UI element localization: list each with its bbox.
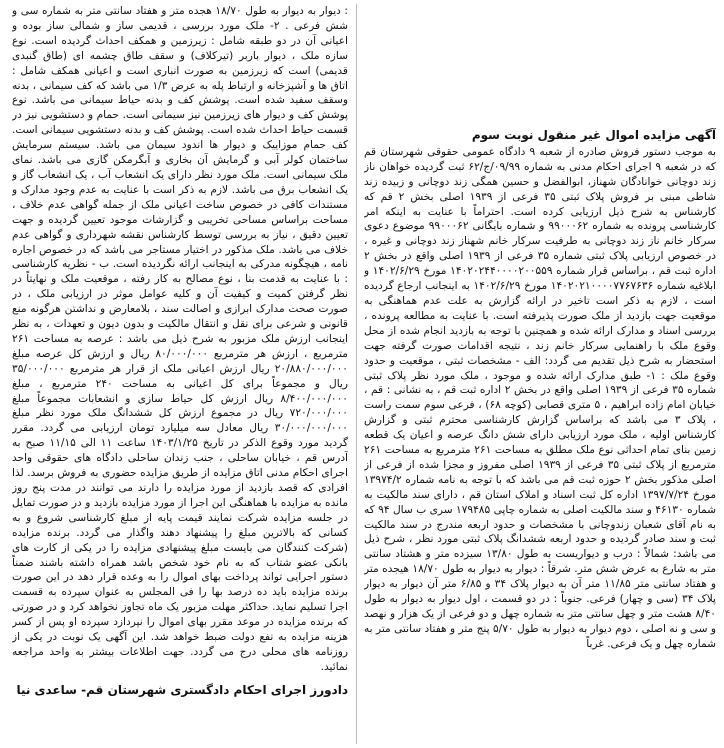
notice-body-left: : دیوار به دیوار به طول ۱۸/۷۰ هجده متر و هفتاد سانتی متر به شماره سی و شش فرعی . ۲- ملک مورد بررسی ، قدیمی ساز و شمالی ساز بوده و اعیانی آن در دو طبقه شامل : زیرزمین و همکف احداث گردیده است. نوع سازه ملک ، دیوار باربر (تیرکلاف) و سقف طاق چشمه ای (طاق گنبدی قدیمی) است که زیرزمین به صورت انباری است و اعیانی همکف شامل : اتاق ها و آشپزخانه و ارتباط پله به عرض ۱/۳ می باشد که کف سیمانی ، بدنه وسقف سفید شده است. پوشش کف و بدنه حیاط سیمانی می باشد. نوع پوشش کف و دیوار های زیرزمین نیز سیمانی است. حمام و دستشویی نیز در قسمت حیاط احداث شده است. پوشش کف و بدنه دستشویی سیمانی است. کف حمام موزاییک و دیوار ها اندود سیمان می باشد. سیستم سرمایش ساختمان کولر آبی و گرمایش آن بخاری و آبگرمکن گازی می باشد. نمای ملک سیمانی است. ملک مورد نظر دارای یک انشعاب آب ، یک انشعاب گاز و یک انشعاب برق می باشد. لازم به ذکر است با عنایت به عدم وجود مدارک و مستندات کافی در خصوص ساخت اعیانی ملک از جمله گواهی عدم خلاف ، مساحت براساس مساحی تخریبی و گزارشات موجود تعیین گردیده و جهت تعیین دقیق ، نیاز به بررسی توسط کارشناس نقشه شهرداری و گواهی عدم خلاف می باشد. ملک مذکور در اختیار مستاجر می باشد که در خصوص اجاره نامه ، هیچگونه مدرکی به اینجانب ارائه نگردیده است. ب - نظریه کارشناسی : با عنایت به قدمت بنا ، نوع مصالح به کار رفته ، موقعیت ملک و نهایتاً در نظر گرفتن کمیت و کیفیت آن و کلیه عوامل موثر در ارزیابی ملک ، در صورت صحت مدارک ابرازی و اصالت سند ، بلامعارض و نداشتن هرگونه منع قانونی و شرعی برای نقل و انتقال مالکیت و بدون دیون و تعهدات ، به نظر اینجانب ارزش ملک مزبور به شرح ذیل می باشد : عرصه به مساحت ۲۶۱ مترمربع ، ارزش هر مترمربع ۸۰/۰۰۰/۰۰۰ ریال و ارزش کل عرصه مبلغ ۲۰/۸۸۰/۰۰۰/۰۰۰ ریال ارزش اعیانی ملک از قرار هر مترمربع ۳۵/۰۰۰/۰۰۰ ریال و مجموعاً برای کل اعیانی به مساحت ۲۴۰ مترمربع ، مبلغ ۸/۴۰۰/۰۰۰/۰۰۰ ریال ارزش کل حیاط سازی و انشعابات مجموعاً مبلغ ۷۲۰/۰۰۰/۰۰۰ ریال در مجموع ارزش کل ششدانگ ملک مورد نظر مبلغ ۳۰/۰۰۰/۰۰۰/۰۰۰ ریال معادل سه میلیارد تومان ارزیابی می گردد. مقرر گردید مورد وقوع الذکر در تاریخ ۱۴۰۳/۱/۲۵ ساعت ۱۱ الی ۱۱/۱۵ صبح به آدرس قم ، خیابان ساحلی ، جنب زندان ساحلی دادگاه های حقوقی واحد اجرای احکام مدنی اتاق مزایده از طریق مزایده حضوری به فروش برسد. لذا افرادی که قصد بازدید از مورد مزایده را دارند می توانند در مدت پنج روز مانده به مزایده با هماهنگی این اجرا از مورد مزایده بازدید و در صورت تمایل در جلسه مزایده شرکت نمایند قیمت پایه از مبلغ کارشناسی شروع و به کسانی که بالاترین مبلغ را پیشنهاد دهند واگذار می گردد. برنده مزایده (شرکت کنندگان می بایست مبلغ پیشنهادی مزایده را در یکی از کارت های بانکی عضو شتاب که به نام خود شخص باشد همراه داشته باشند ضمناً دستور اجرایی تواند پرداخت بهای اموال را به وعده قرار دهد در این صورت برنده مزایده باید ده درصد بها را فی المجلس به عنوان سپرده به قسمت اجرا تسلیم نماید. حداکثر مهلت مزبور یک ماه تجاوز نخواهد کرد و در صورتی که برنده مزایده در موعد مقرر بهای اموال را نپردازد سپرده او پس از کسر هزینه مزایده به نفع دولت ضبط خواهد شد. این آگهی یک نوبت در یکی از روزنامه های محلی درج می گردد. جهت اطلاعات بیشتر به واحد مراجعه نمائید. bbox=[12, 5, 348, 673]
notice-body-right: به موجب دستور فروش صادره از شعبه ۹ دادگاه عمومی حقوقی شهرستان قم که در شعبه ۹ اجرای احکام مدنی به شماره ۰۹/۹۹/ج/۶۲ ثبت گردیده خواهان ناز زند دوچانی خوانادگان شهناز، ابوالفضل و حسین همگی زند دوچانی و زبیده زند شاطی مبنی بر فروش پلاک ثبتی ۳۵ فرعی از ۱۹۳۹ اصلی بخش ۲ قم که کارشناس به شرح ذیل ارزیابی کرده است. احتراماً با عنایت به اینکه امر کارشناسی پرونده به شماره ۹۹۰۰۰۶۲ و شماره بایگانی ۹۹۰۰۰۶۲ موضوع دعوی سرکار خانم ناز زند دوچانی به طرفیت سرکار خانم شهناز زند دوچانی و غیره ، در خصوص ارزیابی پلاک ثبتی شماره ۳۵ فرعی از ۱۹۳۹ اصلی واقع در بخش ۲ اداره ثبت قم ، براساس قرار شماره ۱۴۰۲۰۲۴۴۰۰۰۰۲۰۰۵۵۹ مورخ ۱۴۰۲/۶/۲۹ و ابلاغیه شماره ۱۴۰۲۰۲۱۰۰۰۰۷۷۶۷۶۳۶ مورخ ۱۴۰۲/۶/۲۹ به اینجانب ارجاع گردیده است ، لازم به ذکر است تاخیر در ارائه گزارش به علت عدم هماهنگی به موقعیت جهت بازدید از ملک صورت پذیرفته است. با عنایت به مطالعه پرونده ، بررسی اسناد و مدارک ارائه شده و همچنین با توجه به بازدید انجام شده از محل وقوع ملک با راهنمایی سرکار خانم زند ، نتیجه اقدامات صورت گرفته جهت استحضار به شرح ذیل تقدیم می گردد: الف - مشخصات ثبتی ، موقعیت و حدود وقوع ملک : ۱- طبق مدارک ارائه شده و موجود ، ملک مورد نظر پلاک ثبتی شماره ۳۵ فرعی از ۱۹۳۹ اصلی واقع در بخش ۲ اداره ثبت قم ، به نشانی : قم ، خیابان امام زاده ابراهیم ، ۵ متری قصابی (کوچه ۶۸) ، فرعی سوم سمت راست ، پلاک ۳ می باشد که براساس گزارش کارشناسی محترم ثبتی و گزارش کارشناس اولیه ، ملک مورد ارزیابی دارای شش دانگ عرصه و اعیان یک قطعه زمین بنای تمام احداثی نوع ملک مطلق به مساحت ۲۶۱ مترمربع به مساحت ۲۶۱ مترمربع از پلاک ثبتی ۳۵ فرعی از ۱۹۳۹ اصلی مفروز و مجزا شده از فرعی از اصلی مذکور بخش ۲ حوزه ثبت قم می باشد که با توجه به نامه شماره ۱۳۹۷۴/۲ مورخ ۱۳۹۷/۷/۲۴ اداره کل ثبت اسناد و املاک استان قم ، دارای سند مالکیت به شماره ۴۶۱۳۰ و سند مالکیت اصلی به شماره چاپی ۱۷۹۴۸۵ سری ب سال ۹۴ که به نام آقای شعبان زندوچانی با مشخصات و حدود اربعه مندرج در سند مالکیت ثبت و سند صادر گردیده و حدود اربعه ششدانگ پلاک ثبتی مورد نظر ، شرح ذیل می باشد: شمالاً : درب و دیواریست به طول ۱۳/۸۰ سیزده متر و هشتاد سانتی متر به شارع به عرض شش متر. شرقاً : دیوار به دیوار به طول ۱۸/۷۰ هیجده متر و هفتاد سانتی متر ۱۱/۸۵ متر آن به دیوار پلاک ۳۴ و ۶/۸۵ متر آن دیوار به دیوار پلاک ۳۴ (سی و چهار) فرعی. جنوباً : در دو قسمت ، اول دیوار به دیوار به طول ۸/۴۰ هشت متر و چهل سانتی متر به شماره چهل و دو فرعی از یک هزار و نهصد و سی و نه اصلی ، دوم دیوار به دیوار به طول ۵/۷۰ پنج متر و هفتاد سانتی متر به شماره چهل و یک فرعی. غرباً bbox=[364, 145, 716, 650]
notice-title: آگهی مزایده اموال غیر منقول نوبت سوم bbox=[471, 128, 716, 142]
notice-signature: دادورز اجرای احکام دادگستری شهرستان قم- ساعدی نیا bbox=[16, 682, 348, 697]
notice-left-column bbox=[12, 4, 348, 744]
notice-right-column bbox=[364, 128, 716, 744]
column-divider bbox=[356, 4, 357, 744]
